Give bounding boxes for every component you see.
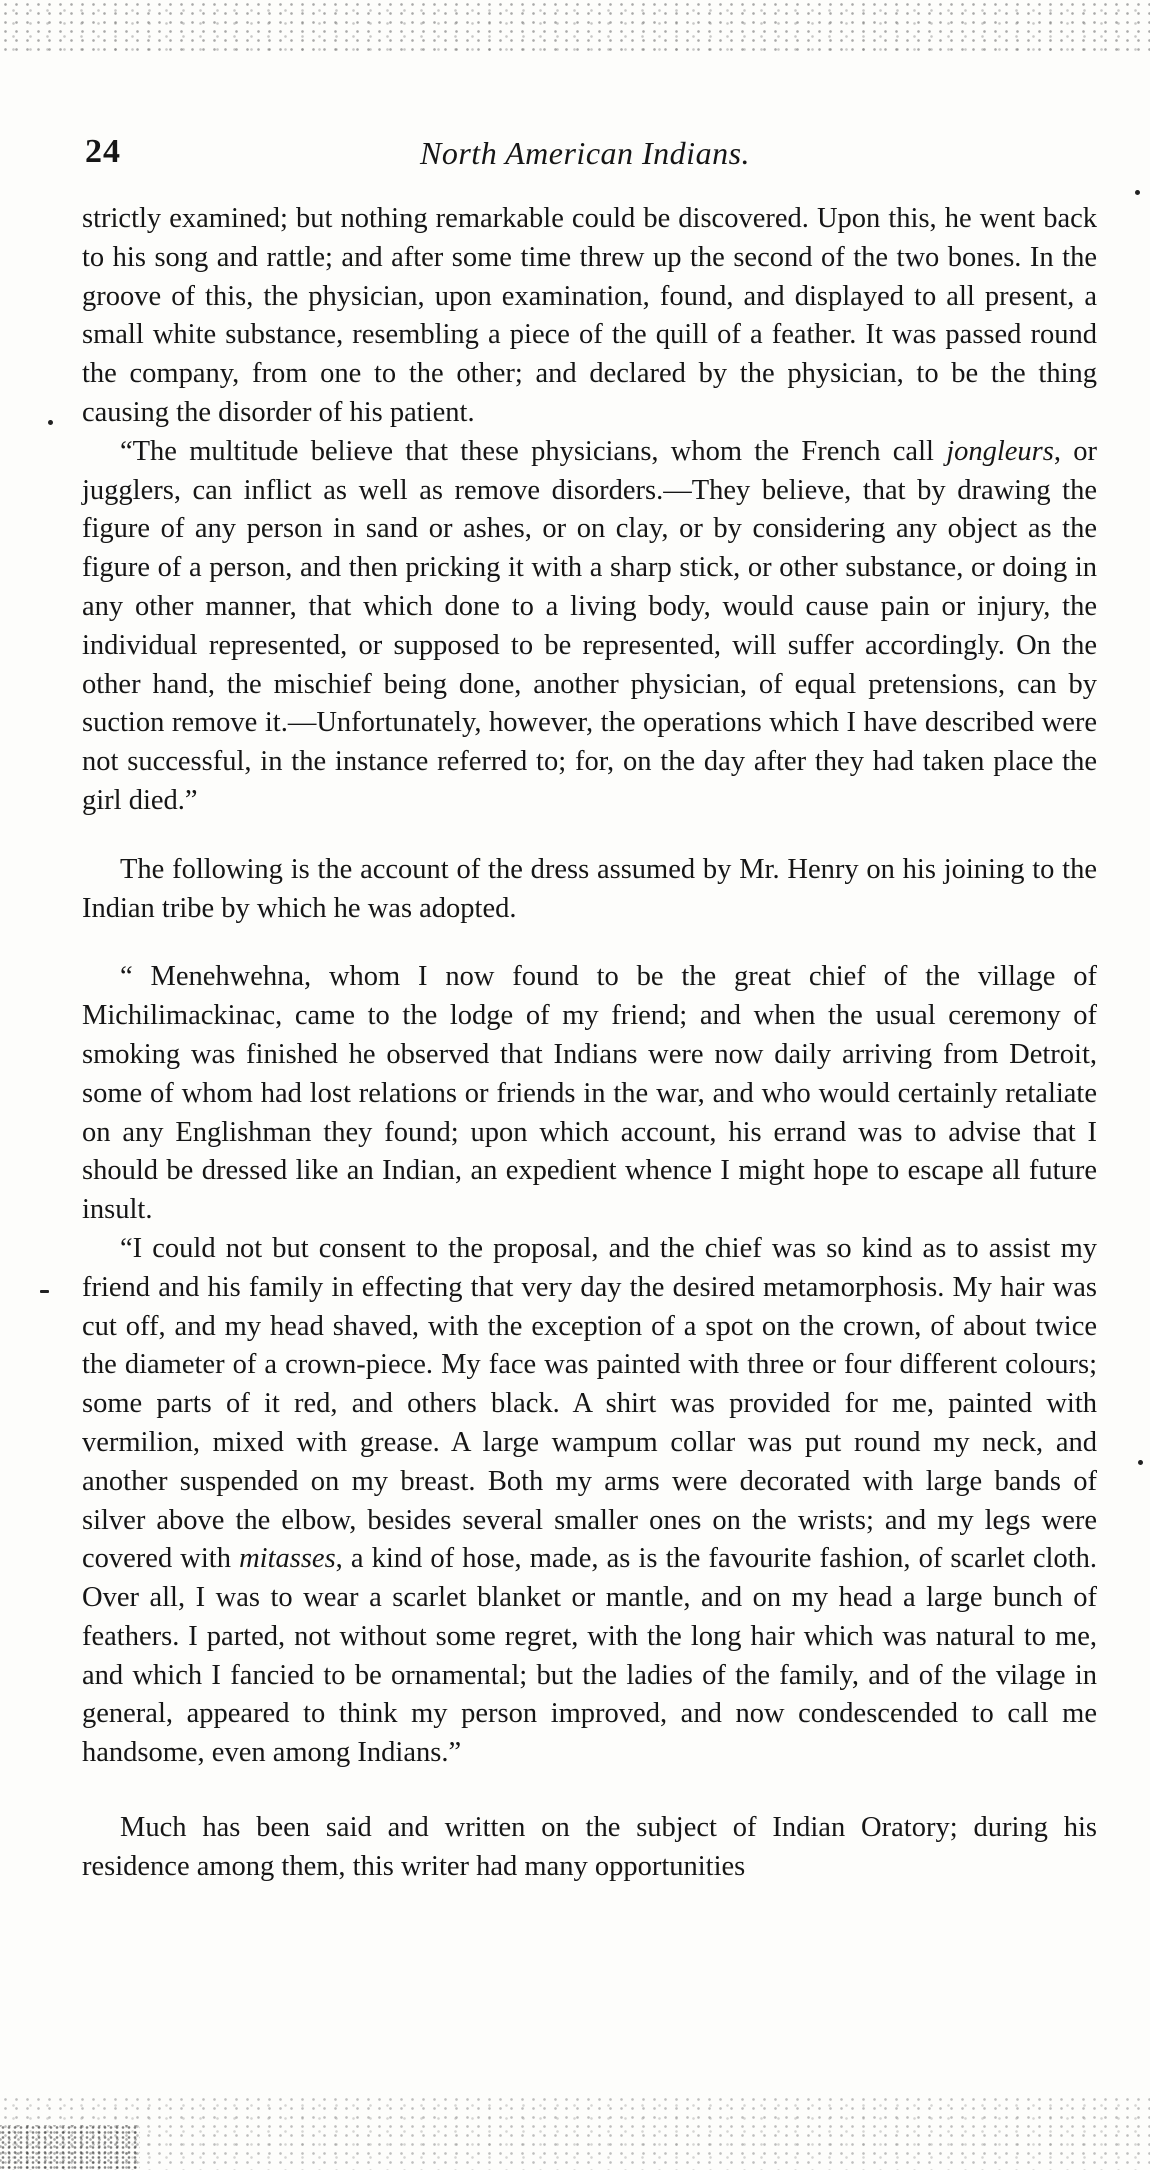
- paragraph-indian-oratory: Much has been said and written on the subject of Indian Oratory; during his residence among them, this writer had many opportunities: [82, 1812, 1097, 1882]
- paragraph-gap: [82, 928, 1097, 958]
- paragraph-dress-intro: The following is the account of the dress assumed by Mr. Henry on his joining to the Indian tribe by which he was adopted.: [82, 853, 1097, 924]
- ink-speck: [40, 1290, 49, 1293]
- ink-speck: [1138, 1460, 1143, 1465]
- paragraph-gap: [82, 1773, 1097, 1809]
- body-text: [82, 200, 1097, 1887]
- paragraph-gap: [82, 821, 1097, 851]
- ink-speck: [1135, 190, 1140, 195]
- running-head: [80, 133, 1080, 173]
- page-speckle-bottom: [0, 2095, 1150, 2170]
- page-blot-corner: [0, 2125, 140, 2170]
- paragraph-physician-examination: strictly examined; but nothing remarkable could be discovered. Upon this, he went back to his song and rattle; and after some time threw up the second of the two bones. In the groove of this, the physician, upon examination, found, and displayed to all present, a small white substance, resembling a piece of the quill of a feather. It was passed round the company, from one to the other; and declared by the physician, to be the thing causing the disorder of his patient.: [82, 203, 1097, 428]
- page-speckle-top: [0, 0, 1150, 55]
- page-number: 24: [85, 133, 121, 170]
- paragraph-jongleurs-text-before: “The multitude believe that these physicians, whom the French call: [120, 435, 947, 467]
- paragraph-metamorphosis-text-before: “I could not but consent to the proposal, and the chief was so kind as to assist my friend and his family in effecting that very day the desired metamorphosis. My hair was cut off, and my head shaved, with the exception of a spot on the crown, of about twice the diameter of a crown-piece. My face was painted with three or four different colours; some parts of it red, and others black. A shirt was provided for me, painted with vermilion, mixed with grease. A large wampum collar was put round my neck, and another suspended on my breast. Both my arms were decorated with large bands of silver above the elbow, besides several smaller ones on the wrists; and my legs were covered with: [82, 1232, 1097, 1575]
- paragraph-jongleurs-text-after: , or jugglers, can inflict as well as remove disorders.—They believe, that by drawing the figure of any person in sand or ashes, or on clay, or by considering any object as the figure of a person, and then pricking it with a sharp stick, or other substance, or doing in any other manner, that which done to a living body, would cause pain or injury, the individual represented, or supposed to be represented, will suffer accordingly. On the other hand, the mischief being done, another physician, of equal pretensions, can by suction remove it.—Unfortunately, however, the operations which I have described were not successful, in the instance referred to; for, on the day after they had taken place the girl died.”: [82, 435, 1097, 816]
- ink-speck: [48, 420, 53, 425]
- term-jongleurs: jongleurs: [946, 435, 1054, 467]
- paragraph-jongleurs: [82, 433, 1097, 821]
- term-mitasses: mitasses: [239, 1543, 336, 1575]
- paragraph-metamorphosis-text-after: , a kind of hose, made, as is the favourite fashion, of scarlet cloth. Over all, I was to wear a scarlet blanket or mantle, and on my head a large bunch of feathers. I parted, not without some regret, with the long hair which was natural to me, and which I fancied to be ornamental; but the ladies of the family, and of the vilage in general, appeared to think my person improved, and now condescended to call me handsome, even among Indians.”: [82, 1543, 1097, 1769]
- paragraph-menehwehna: “ Menehwehna, whom I now found to be the great chief of the village of Michilimackinac, came to the lodge of my friend; and when the usual ceremony of smoking was finished he observed that Indians were now daily arriving from Detroit, some of whom had lost relations or friends in the war, and who would certainly retaliate on any Englishman they found; upon which account, his errand was to advise that I should be dressed like an Indian, an expedient whence I might hope to escape all future insult.: [82, 961, 1097, 1226]
- paragraph-metamorphosis: [82, 1230, 1097, 1773]
- running-title: North American Indians.: [420, 135, 751, 171]
